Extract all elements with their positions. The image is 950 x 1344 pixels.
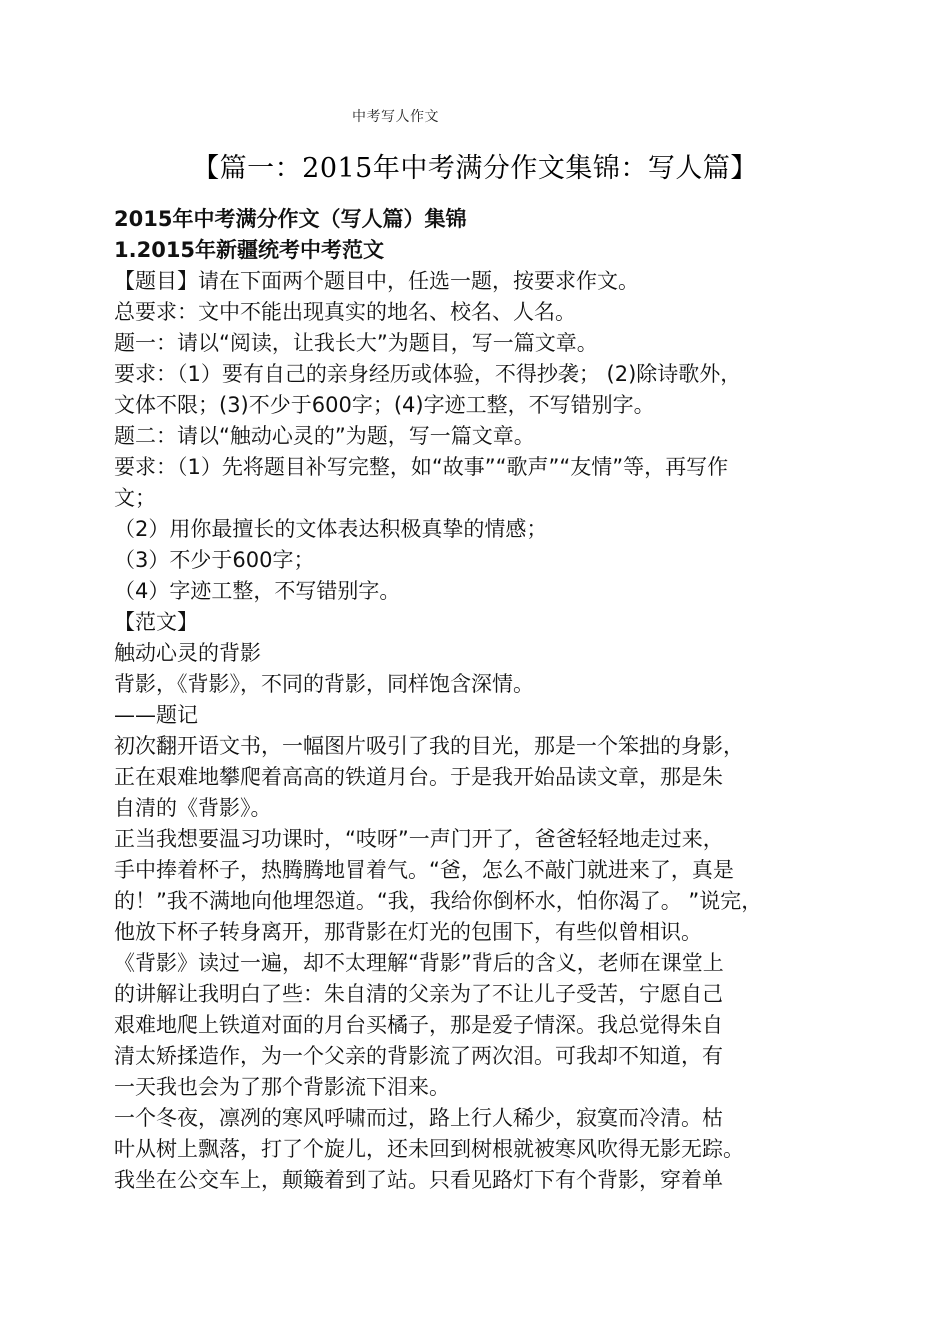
text-line: （3）不少于600字； (114, 548, 315, 572)
text-line: 《背影》读过一遍，却不太理解“背影”背后的含义，老师在课堂上 (114, 951, 724, 975)
text-line: 总要求：文中不能出现真实的地名、校名、人名。 (114, 300, 576, 324)
text-line: 背影，《背影》，不同的背影，同样饱含深情。 (114, 672, 534, 696)
text-line: 的讲解让我明白了些：朱自清的父亲为了不让儿子受苦，宁愿自己 (114, 982, 723, 1006)
text-line: 1.2015年新疆统考中考范文 (114, 238, 385, 262)
text-line: 手中捧着杯子，热腾腾地冒着气。“爸，怎么不敲门就进来了，真是 (114, 858, 734, 882)
text-line: 正当我想要温习功课时，“吱呀”一声门开了，爸爸轻轻地走过来， (114, 827, 724, 851)
text-line: 2015年中考满分作文（写人篇）集锦 (114, 207, 467, 231)
text-line: （2）用你最擅长的文体表达积极真挚的情感； (114, 517, 548, 541)
text-line: 要求：（1）先将题目补写完整，如“故事”“歌声”“友情”等，再写作 (114, 455, 729, 479)
text-line: 叶从树上飘落，打了个旋儿，还未回到树根就被寒风吹得无影无踪。 (114, 1137, 744, 1161)
text-line: 的！”我不满地向他埋怨道。“我，我给你倒杯水，怕你渴了。 ”说完， (114, 889, 763, 913)
running-header: 中考写人作文 (352, 109, 439, 125)
text-line: 一个冬夜，凛冽的寒风呼啸而过，路上行人稀少，寂寞而冷清。枯 (114, 1106, 723, 1130)
text-line: 【题目】请在下面两个题目中，任选一题，按要求作文。 (114, 269, 639, 293)
text-line: 他放下杯子转身离开，那背影在灯光的包围下，有些似曾相识。 (114, 920, 702, 944)
text-line: 我坐在公交车上，颠簸着到了站。只看见路灯下有个背影，穿着单 (114, 1168, 723, 1192)
document-body (114, 204, 854, 1196)
text-line: （4）字迹工整，不写错别字。 (114, 579, 401, 603)
text-line: 题一：请以“阅读，让我长大”为题目，写一篇文章。 (114, 331, 598, 355)
text-line: 文； (114, 486, 156, 510)
text-line: 要求：（1）要有自己的亲身经历或体验，不得抄袭； (2)除诗歌外， (114, 362, 742, 386)
document-title: 【篇一：2015年中考满分作文集锦：写人篇】 (192, 153, 758, 184)
text-line: ——题记 (114, 703, 198, 727)
text-line: 清太矫揉造作，为一个父亲的背影流了两次泪。可我却不知道，有 (114, 1044, 723, 1068)
text-line: 一天我也会为了那个背影流下泪来。 (114, 1075, 450, 1099)
text-line: 初次翻开语文书，一幅图片吸引了我的目光，那是一个笨拙的身影， (114, 734, 744, 758)
text-line: 艰难地爬上铁道对面的月台买橘子，那是爱子情深。我总觉得朱自 (114, 1013, 723, 1037)
text-line: 题二：请以“触动心灵的”为题，写一篇文章。 (114, 424, 535, 448)
text-line: 【范文】 (114, 610, 198, 634)
text-line: 触动心灵的背影 (114, 641, 261, 665)
text-line: 文体不限；(3)不少于600字；(4)字迹工整，不写错别字。 (114, 393, 655, 417)
text-line: 自清的《背影》。 (114, 796, 272, 820)
text-line: 正在艰难地攀爬着高高的铁道月台。于是我开始品读文章，那是朱 (114, 765, 723, 789)
